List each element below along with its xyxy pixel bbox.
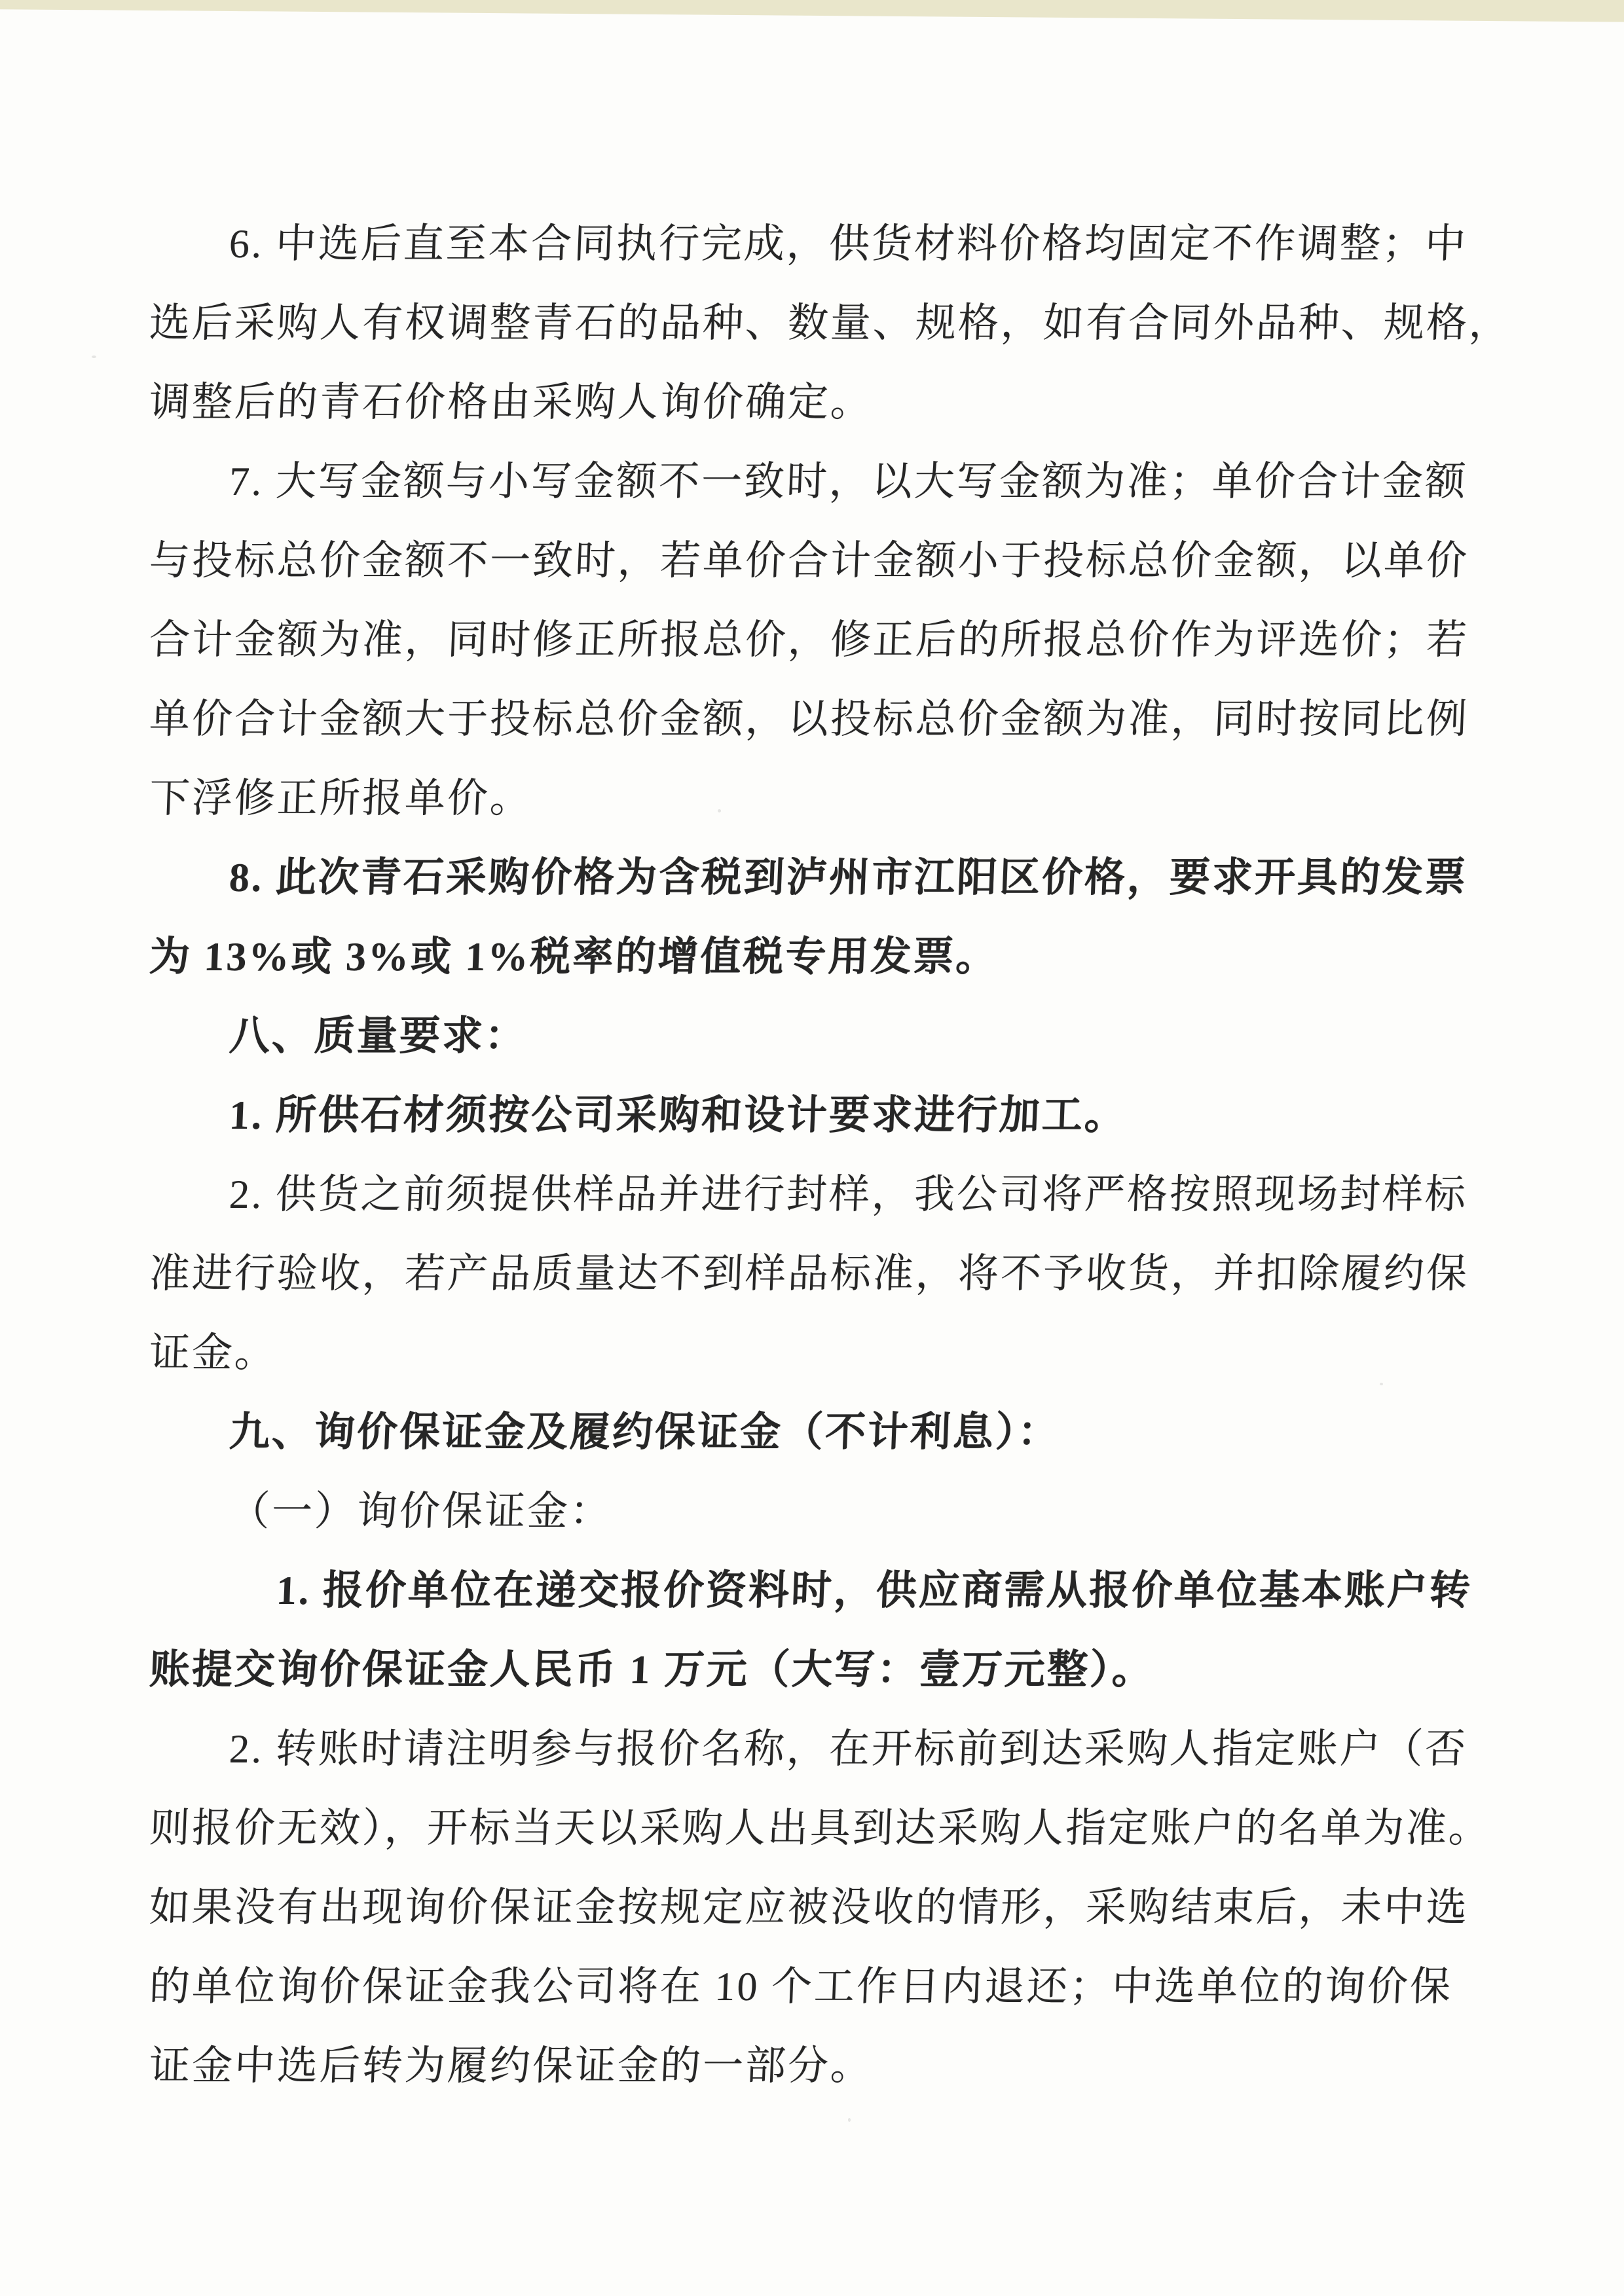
- text-line: 选后采购人有权调整青石的品种、数量、规格，如有合同外品种、规格，: [148, 301, 1513, 346]
- text-line: 的单位询价保证金我公司将在 10 个工作日内退还；中选单位的询价保: [148, 1965, 1454, 2009]
- text-line: 账提交询价保证金人民币 1 万元（大写：壹万元整）。: [148, 1648, 1156, 1692]
- text-line: 7. 大写金额与小写金额不一致时，以大写金额为准；单价合计金额: [228, 460, 1469, 504]
- text-line: 6. 中选后直至本合同执行完成，供货材料价格均固定不作调整；中: [228, 222, 1469, 266]
- text-line: 下浮修正所报单价。: [148, 776, 534, 821]
- text-line: 证金。: [148, 1331, 278, 1376]
- text-line: 八、质量要求：: [228, 1014, 528, 1059]
- text-line: 合计金额为准，同时修正所报总价，修正后的所报总价作为评选价；若: [148, 618, 1470, 663]
- text-line: 2. 转账时请注明参与报价名称，在开标前到达采购人指定账户（否: [228, 1727, 1469, 1772]
- text-line: 九、询价保证金及履约保证金（不计利息）：: [228, 1410, 1061, 1455]
- text-line: 8. 此次青石采购价格为含税到泸州市江阳区价格，要求开具的发票: [228, 856, 1469, 900]
- text-line: 如果没有出现询价保证金按规定应被没收的情形，采购结束后，未中选: [148, 1886, 1470, 1930]
- text-line: （一）询价保证金：: [228, 1489, 614, 1534]
- text-line: 则报价无效），开标当天以采购人出具到达采购人指定账户的名单为准。: [148, 1806, 1492, 1851]
- text-line: 2. 供货之前须提供样品并进行封样，我公司将严格按照现场封样标: [228, 1173, 1469, 1217]
- text-line: 1. 报价单位在递交报价资料时，供应商需从报价单位基本账户转: [275, 1569, 1473, 1613]
- text-line: 1. 所供石材须按公司采购和设计要求进行加工。: [228, 1093, 1128, 1138]
- text-line: 为 13%或 3%或 1%税率的增值税专用发票。: [148, 935, 999, 979]
- text-line: 单价合计金额大于投标总价金额，以投标总价金额为准，同时按同比例: [148, 697, 1470, 742]
- text-line: 证金中选后转为履约保证金的一部分。: [148, 2044, 874, 2088]
- text-line: 与投标总价金额不一致时，若单价合计金额小于投标总价金额，以单价: [148, 539, 1470, 583]
- text-line: 调整后的青石价格由采购人询价确定。: [148, 380, 874, 425]
- text-line: 准进行验收，若产品质量达不到样品标准，将不予收货，并扣除履约保: [148, 1252, 1470, 1296]
